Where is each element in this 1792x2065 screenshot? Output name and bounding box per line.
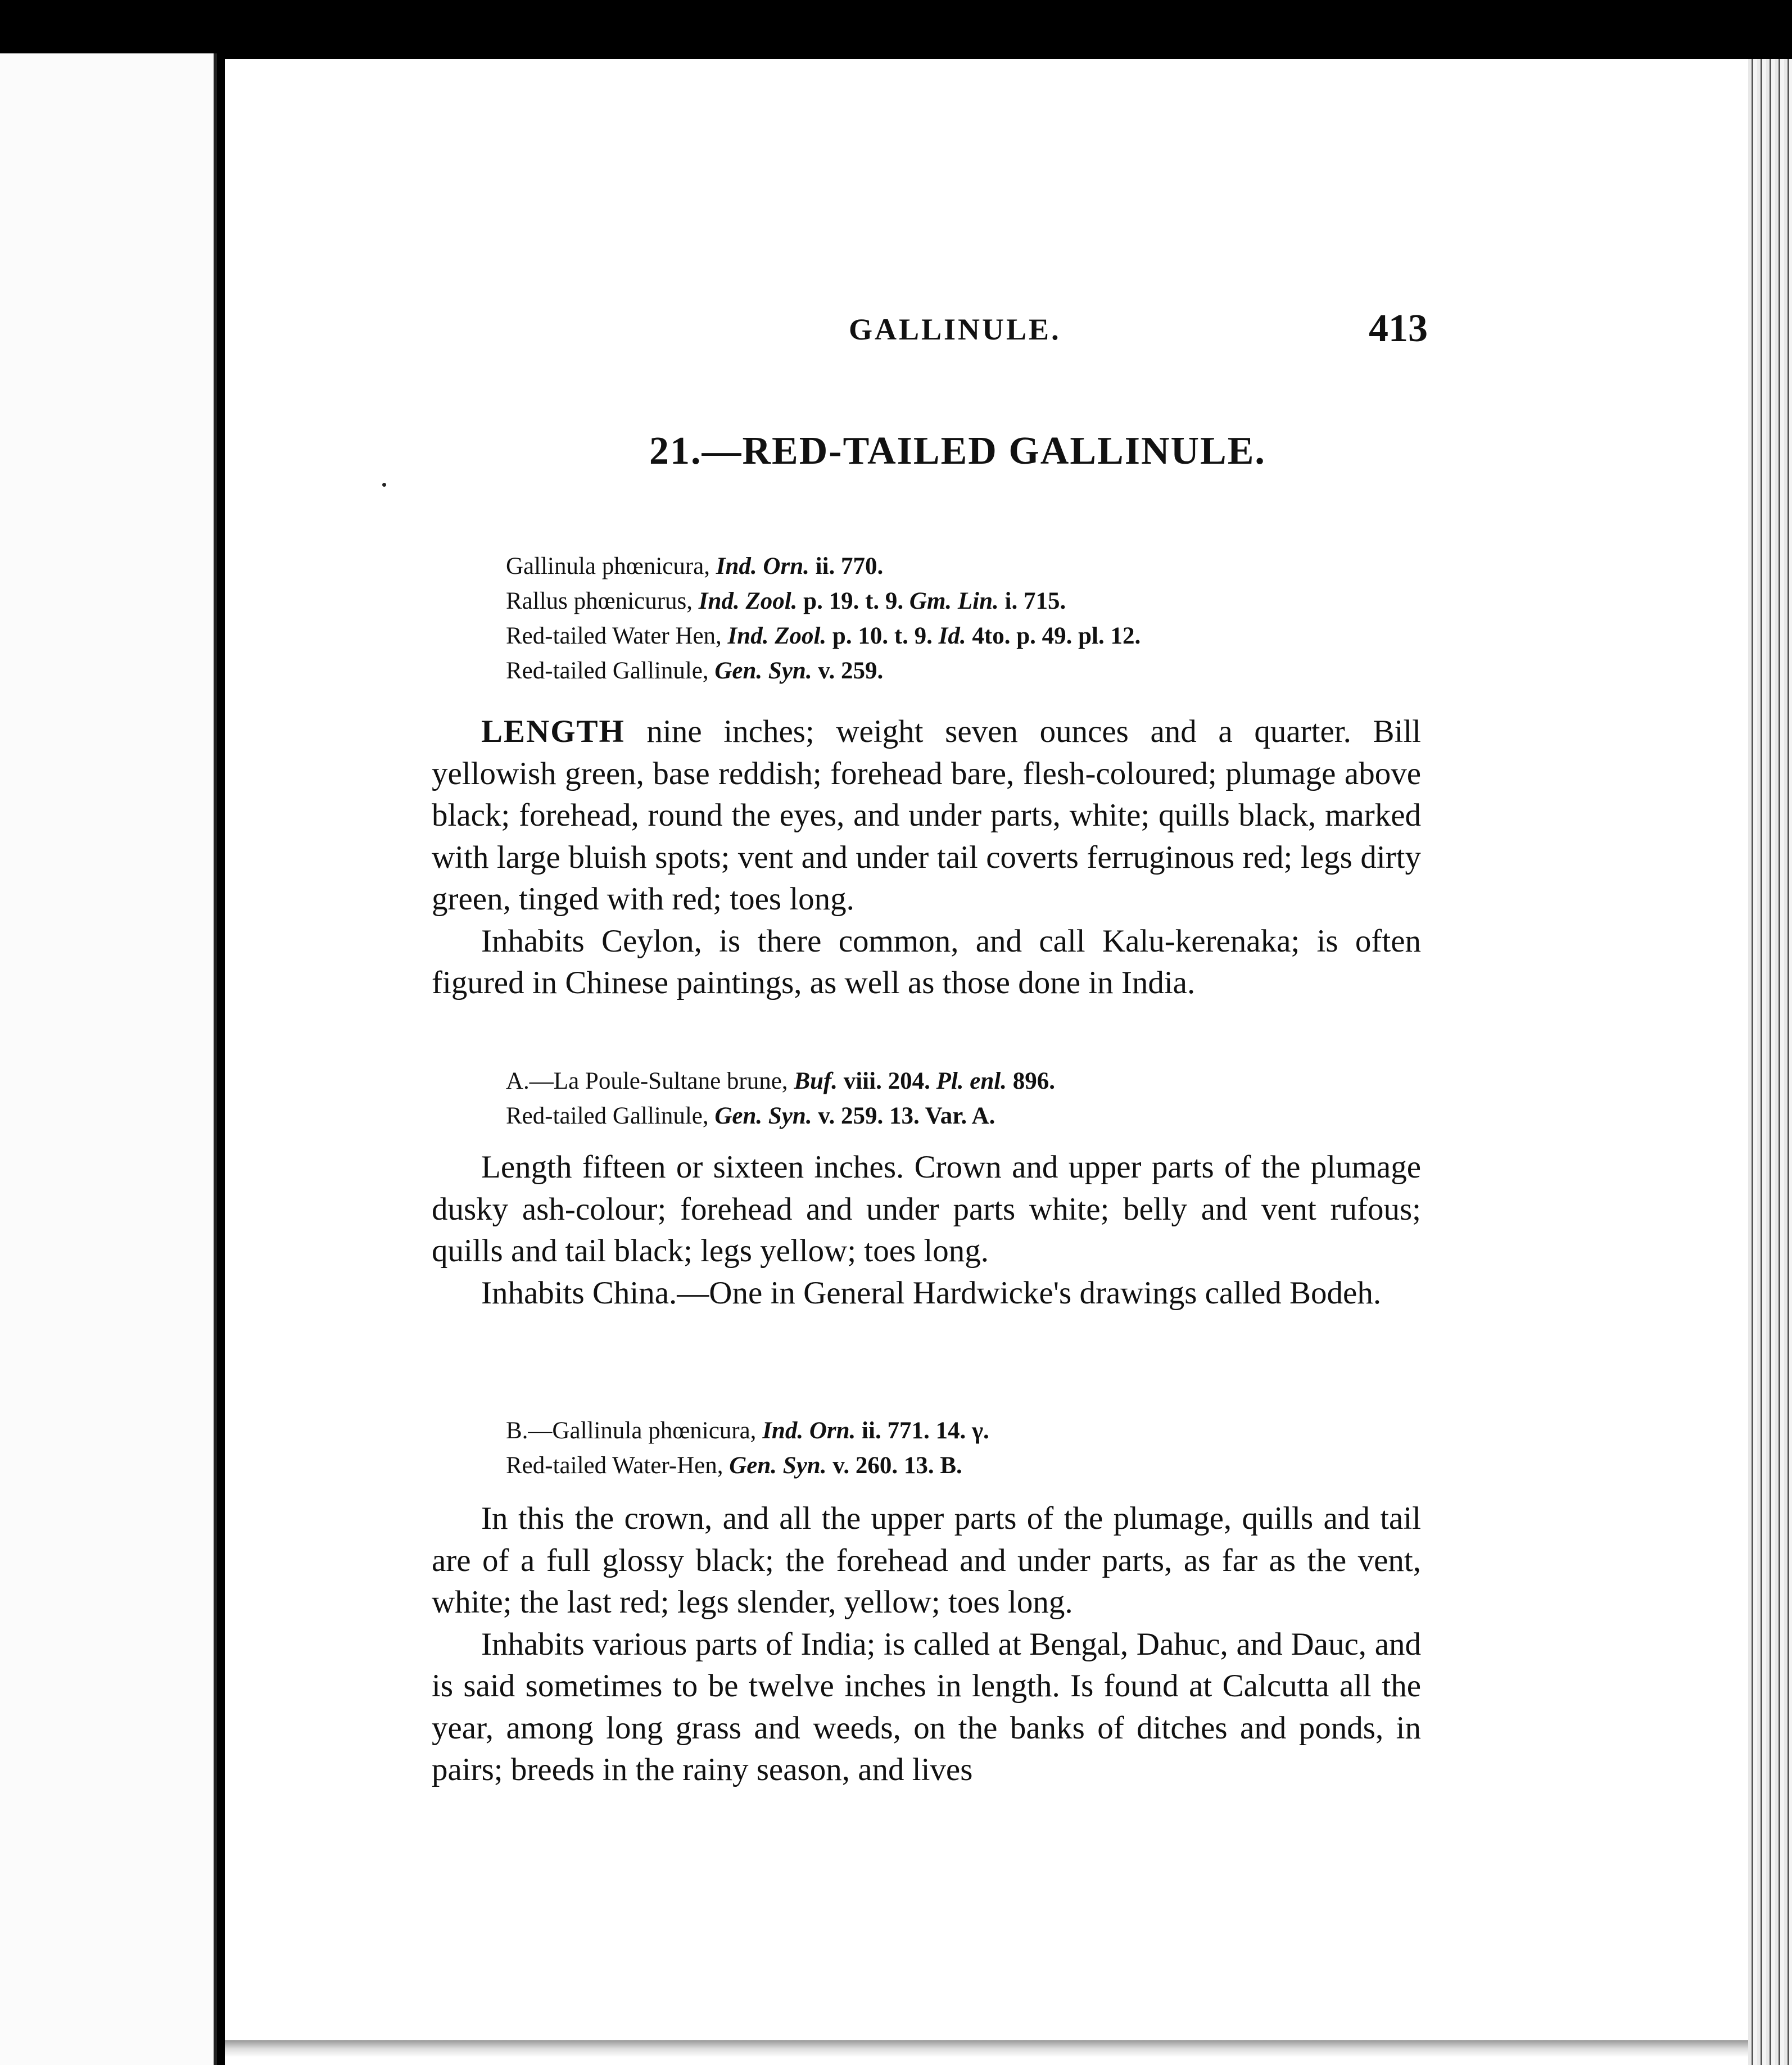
synonymy-variety-b bbox=[506, 1414, 989, 1483]
margin-dot bbox=[382, 483, 386, 487]
reference-line: A.—La Poule-Sultane brune, Buf. viii. 204. Pl. enl. 896. bbox=[506, 1068, 1055, 1094]
description-variety-b bbox=[432, 1498, 1421, 1791]
facing-page-edge bbox=[0, 53, 217, 2065]
page-stack-edge bbox=[1748, 59, 1792, 2065]
section-title: 21.—RED-TAILED GALLINULE. bbox=[649, 429, 1266, 473]
reference-line: Gallinula phœnicura, Ind. Orn. ii. 770. bbox=[506, 553, 884, 579]
page-number: 413 bbox=[1369, 307, 1428, 350]
reference-line: Red-tailed Gallinule, Gen. Syn. v. 259. bbox=[506, 658, 884, 684]
reference-line: Red-tailed Gallinule, Gen. Syn. v. 259. 13. Var. A. bbox=[506, 1103, 995, 1129]
habitat-paragraph: Inhabits various parts of India; is called at Bengal, Dahuc, and Dauc, and is said sometimes to be twelve inches in length. Is found at Calcutta all the year, among long grass and weeds, on the banks of ditches and ponds, in pairs; breeds in the rainy season, and lives bbox=[432, 1626, 1421, 1787]
reference-line: Rallus phœnicurus, Ind. Zool. p. 19. t. 9. Gm. Lin. i. 715. bbox=[506, 588, 1066, 614]
running-title: GALLINULE. bbox=[849, 313, 1061, 346]
running-head bbox=[225, 306, 1748, 357]
reference-line: Red-tailed Water Hen, Ind. Zool. p. 10. t. 9. Id. 4to. p. 49. pl. 12. bbox=[506, 623, 1141, 649]
synonymy-variety-a bbox=[506, 1064, 1055, 1134]
description-paragraph: Length fifteen or sixteen inches. Crown and upper parts of the plumage dusky ash-colour; forehead and under parts white; belly and vent rufous; quills and tail black; legs yellow; toes long. bbox=[432, 1149, 1421, 1269]
habitat-paragraph: Inhabits China.—One in General Hardwicke's drawings called Bodeh. bbox=[481, 1275, 1382, 1311]
description-paragraph: In this the crown, and all the upper parts of the plumage, quills and tail are of a full glossy black; the forehead and under parts, as far as the vent, white; the last red; legs slender, yellow; toes long. bbox=[432, 1501, 1421, 1620]
description-paragraph: LENGTH nine inches; weight seven ounces and a quarter. Bill yellowish green, base reddish; forehead bare, flesh-coloured; plumage above black; forehead, round the eyes, and under parts, white; quills black, marked with large bluish spots; vent and under tail coverts ferruginous red; legs dirty green, tinged with red; toes long. bbox=[432, 714, 1421, 917]
habitat-paragraph: Inhabits Ceylon, is there common, and call Kalu-kerenaka; is often figured in Chinese paintings, as well as those done in India. bbox=[432, 923, 1421, 1000]
book-page bbox=[225, 59, 1748, 2065]
description-variety-a bbox=[432, 1147, 1421, 1314]
page-content bbox=[225, 59, 1748, 2065]
synonymy-main bbox=[506, 549, 1141, 689]
page-bottom-edge bbox=[225, 2023, 1748, 2065]
reference-line: Red-tailed Water-Hen, Gen. Syn. v. 260. 13. B. bbox=[506, 1452, 962, 1479]
reference-line: B.—Gallinula phœnicura, Ind. Orn. ii. 771. 14. γ. bbox=[506, 1418, 989, 1444]
description-main bbox=[432, 711, 1421, 1004]
